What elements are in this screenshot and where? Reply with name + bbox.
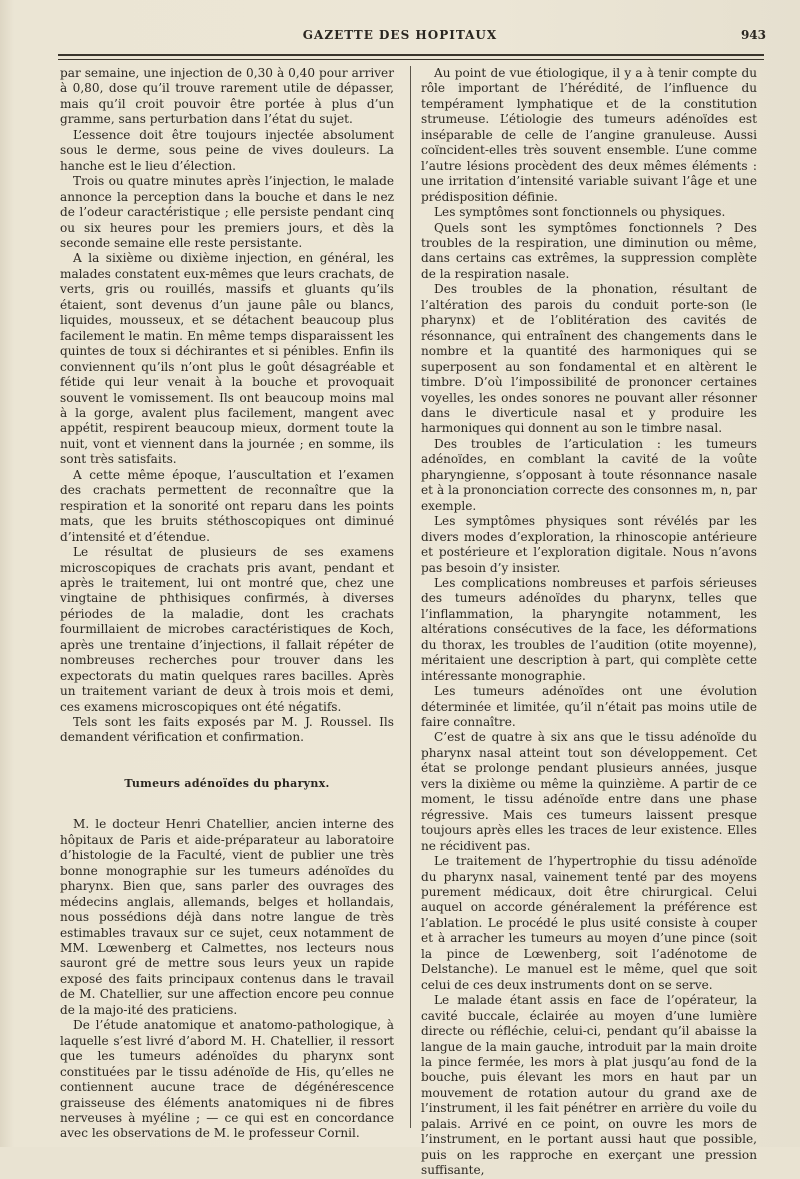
paragraph: Les complications nombreuses et parfois sérieuses des tumeurs adénoïdes du pharynx, telles que l’inflammation, la pharyngite notamment, les altérations consécutives de la face, les déformations du thorax, les troubles de l’audition (otite moyenne), méritaient une description à part, qui complète cette intéressante monographie. <box>421 575 757 683</box>
paragraph: Tels sont les faits exposés par M. J. Roussel. Ils demandent vérification et confirmation. <box>60 715 394 745</box>
paragraph: M. le docteur Henri Chatellier, ancien interne des hôpitaux de Paris et aide-préparateur au laboratoire d’histologie de la Faculté, vient de publier une très bonne monographie sur les tumeurs adénoïdes du pharynx. Bien que, sans parler des ouvrages des médecins anglais, allemands, belges et hollandais, nous possédions déjà dans notre langue de très estimables travaux sur ce sujet, ceux notamment de MM. Lœwenberg et Calmettes, nos lecteurs nous sauront gré de mettre sous leurs yeux un rapide exposé des faits principaux contenus dans le travail de M. Chatellier, sur une affection encore peu connue de la majo-ité des praticiens. <box>60 817 394 1017</box>
paragraph: Les tumeurs adénoïdes ont une évolution déterminée et limitée, qu’il n’était pas moins utile de faire connaître. <box>421 684 757 730</box>
paragraph: Quels sont les symptômes fonctionnels ? Des troubles de la respiration, une diminution ou même, dans certains cas extrêmes, la suppression complète de la respiration nasale. <box>421 220 757 281</box>
paragraph: Trois ou quatre minutes après l’injection, le malade annonce la perception dans la bouche et dans le nez de l’odeur caractéristique ; elle persiste pendant cinq ou six heures pour les premiers jours, et dès la seconde semaine elle reste persistante. <box>60 174 394 250</box>
left-column <box>60 66 394 1142</box>
running-title: GAZETTE DES HOPITAUX <box>302 28 498 42</box>
column-divider <box>410 66 411 1128</box>
paragraph: A la sixième ou dixième injection, en général, les malades constatent eux-mêmes que leurs crachats, de verts, gris ou rouillés, massifs et gluants qu’ils étaient, sont devenus d’un jaune pâle ou blancs, liquides, mousseux, et se détachent beaucoup plus facilement le matin. En même temps disparaissent les quintes de toux si déchirantes et si pénibles. Enfin ils conviennent qu’ils n’ont plus le goût désagréable et fétide qui leur venait à la bouche et provoquait souvent le vomissement. Ils ont beaucoup moins mal à la gorge, avalent plus facilement, mangent avec appétit, respirent beaucoup mieux, dorment toute la nuit, vont et viennent dans la journée ; en somme, ils sont très satisfaits. <box>60 251 394 467</box>
header-rule-thick <box>58 54 764 56</box>
paragraph: Le malade étant assis en face de l’opérateur, la cavité buccale, éclairée au moyen d’une lumière directe ou réfléchie, celui-ci, pendant qu’il abaisse la langue de la main gauche, introduit par la main droite la pince fermée, les mors à plat jusqu’au fond de la bouche, puis élevant les mors en haut par un mouvement de rotation autour du grand axe de l’instrument, il les fait pénétrer en arrière du voile du palais. Arrivé en ce point, on ouvre les mors de l’instrument, en le portant aussi haut que possible, puis on les rapproche en exerçant une pression suffisante, <box>421 993 757 1178</box>
paragraph: par semaine, une injection de 0,30 à 0,40 pour arriver à 0,80, dose qu’il trouve rarement utile de dépasser, mais qu’il croit pouvoir être portée à plus d’un gramme, sans perturbation dans l’état du sujet. <box>60 66 394 127</box>
header-rule-thin <box>58 59 764 60</box>
paragraph: Le traitement de l’hypertrophie du tissu adénoïde du pharynx nasal, vainement tenté par des moyens purement médicaux, doit être chirurgical. Celui auquel on accorde généralement la préférence est l’ablation. Le procédé le plus usité consiste à couper et à arracher les tumeurs au moyen d’une pince (soit la pince de Lœwenberg, soit l’adénotome de Delstanche). Le manuel est le même, quel que soit celui de ces deux instruments dont on se serve. <box>421 854 757 992</box>
paragraph: Les symptômes physiques sont révélés par les divers modes d’exploration, la rhinoscopie antérieure et postérieure et l’exploration digitale. Nous n’avons pas besoin d’y insister. <box>421 514 757 575</box>
section-title: Tumeurs adénoïdes du pharynx. <box>124 776 330 790</box>
paragraph: C’est de quatre à six ans que le tissu adénoïde du pharynx nasal atteint tout son développement. Cet état se prolonge pendant plusieurs années, jusque vers la dixième ou même la quinzième. A partir de ce moment, le tissu adénoïde entre dans une phase régressive. Mais ces tumeurs laissent presque toujours après elles les traces de leur existence. Elles ne récidivent pas. <box>421 730 757 853</box>
right-column <box>421 66 757 1179</box>
paragraph: Le résultat de plusieurs de ses examens microscopiques de crachats pris avant, pendant et après le traitement, lui ont montré que, chez une vingtaine de phthisiques confirmés, à diverses périodes de la maladie, dont les crachats fourmillaient de microbes caractéristiques de Koch, après une trentaine d’injections, il fallait répéter de nombreuses recherches pour trouver dans les expectorats du matin quelques rares bacilles. Après un traitement variant de deux à trois mois et demi, ces examens microscopiques ont été négatifs. <box>60 545 394 714</box>
paragraph: Les symptômes sont fonctionnels ou physiques. <box>434 205 726 220</box>
page-number: 943 <box>740 28 766 42</box>
paragraph: L’essence doit être toujours injectée absolument sous le derme, sous peine de vives douleurs. La hanche est le lieu d’élection. <box>60 127 394 173</box>
paragraph: Au point de vue étiologique, il y a à tenir compte du rôle important de l’hérédité, de l’influence du tempérament lymphatique et de la constitution strumeuse. L’étiologie des tumeurs adénoïdes est inséparable de celle de l’angine granuleuse. Aussi coïncident-elles très souvent ensemble. L’une comme l’autre lésions procèdent des deux mêmes éléments : une irritation d’intensité variable suivant l’âge et une prédisposition définie. <box>421 66 757 204</box>
paragraph: Des troubles de la phonation, résultant de l’altération des parois du conduit porte-son (le pharynx) et de l’oblitération des cavités de résonnance, qui entraînent des changements dans le nombre et la quantité des harmoniques qui se superposent au son fondamental et en altèrent le timbre. D’où l’impossibilité de prononcer certaines voyelles, les ondes sonores ne pouvant aller résonner dans le diverticule nasal et y produire les harmoniques qui donnent au son le timbre nasal. <box>421 282 757 436</box>
paragraph: A cette même époque, l’auscultation et l’examen des crachats permettent de reconnaître que la respiration et la sonorité ont reparu dans les points mats, que les bruits stéthoscopiques ont diminué d’intensité et d’étendue. <box>60 467 394 544</box>
paragraph: Des troubles de l’articulation : les tumeurs adénoïdes, en comblant la cavité de la voûte pharyngienne, s’opposant à toute résonnance nasale et à la prononciation correcte des consonnes m, n, par exemple. <box>421 436 757 513</box>
page-header <box>0 24 800 44</box>
paragraph: De l’étude anatomique et anatomo-pathologique, à laquelle s’est livré d’abord M. H. Chatellier, il ressort que les tumeurs adénoïdes du pharynx sont constituées par le tissu adénoïde de His, qu’elles ne contiennent aucune trace de dégénérescence graisseuse des éléments anatomiques ni de fibres nerveuses à myéline ; — ce qui est en concordance avec les observations de M. le professeur Cornil. <box>60 1018 394 1141</box>
